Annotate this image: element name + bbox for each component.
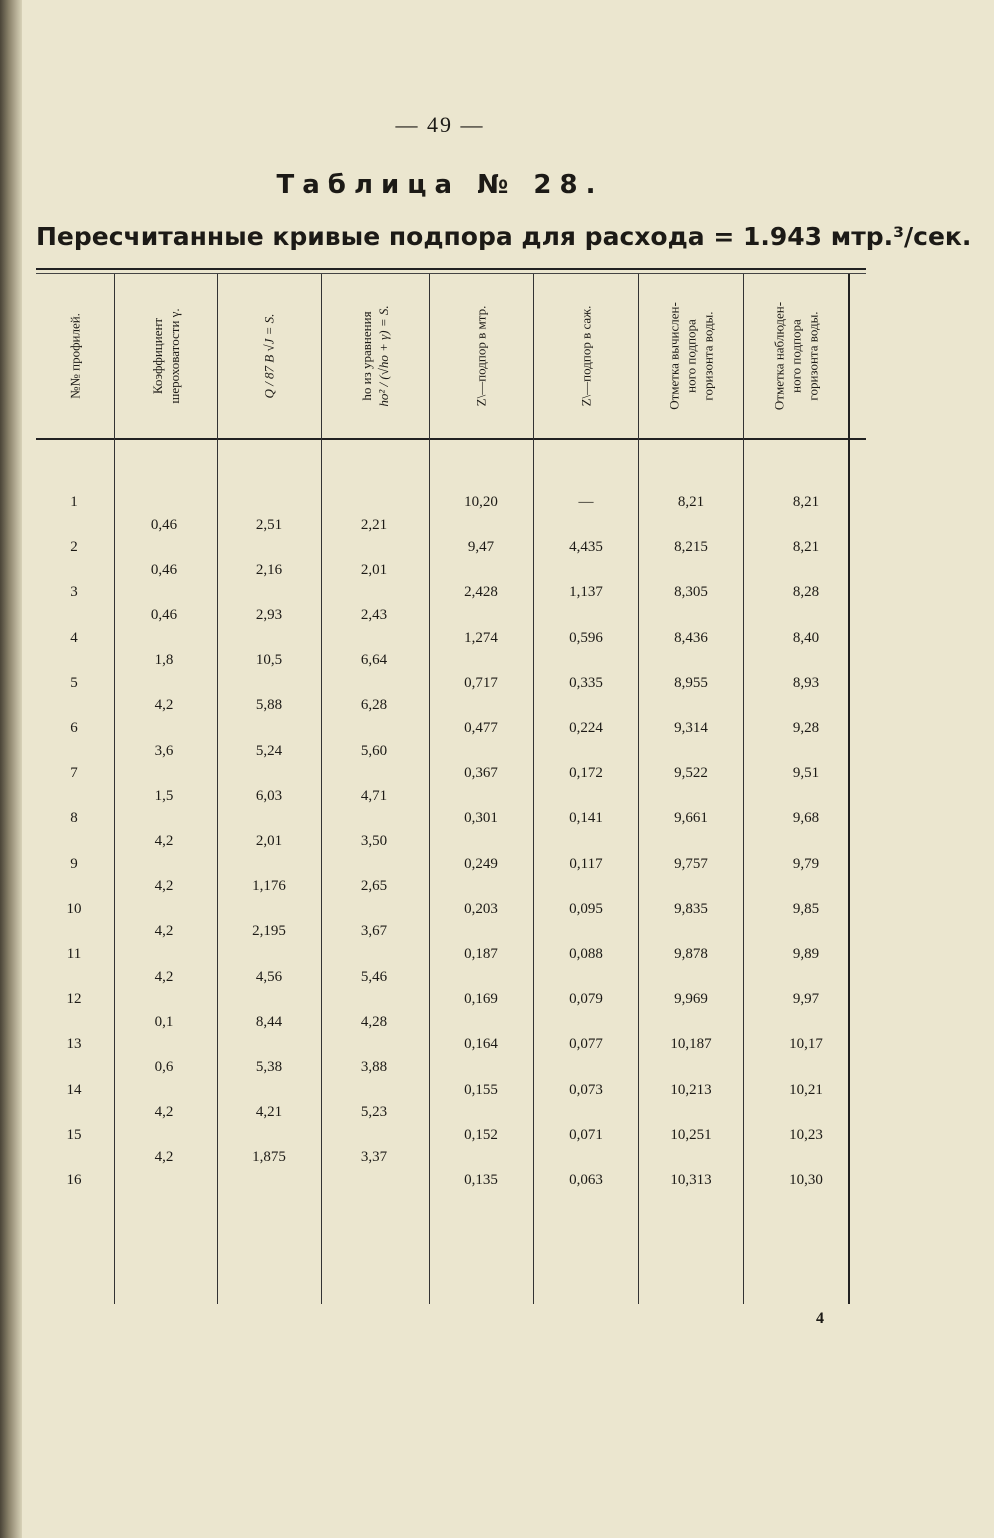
roughness-value: 3,6 <box>154 742 174 759</box>
backwater-sazh-value: 0,335 <box>569 674 603 691</box>
observed-level-value: 8,21 <box>792 494 820 510</box>
observed-level-value: 9,28 <box>792 720 820 736</box>
ho-value: 4,28 <box>360 1013 388 1030</box>
profile-number: 1 <box>70 494 78 510</box>
roughness-value: 0,46 <box>150 516 178 533</box>
calculated-level-value: 8,305 <box>674 584 708 601</box>
roughness-value: 0,46 <box>150 561 178 578</box>
s-value: 2,16 <box>255 561 283 578</box>
calculated-level-value: 10,313 <box>670 1172 712 1188</box>
observed-level-value: 10,23 <box>789 1126 823 1143</box>
header-roughness: Коэффициент шероховатости γ. <box>149 308 182 404</box>
backwater-sazh-value: 0,172 <box>569 765 603 782</box>
observed-level-value: 8,93 <box>792 674 820 691</box>
profile-number: 9 <box>70 855 78 872</box>
table-top-rule <box>36 268 866 270</box>
observed-level-value: 9,68 <box>792 810 820 827</box>
backwater-sazh-value: 0,079 <box>569 991 603 1008</box>
calculated-level-value: 9,878 <box>674 946 708 962</box>
header-backwater-sazh: Z\—подпор в саж. <box>578 305 593 407</box>
observed-level-value: 9,97 <box>792 991 820 1008</box>
header-profiles: №№ профилей. <box>67 313 83 399</box>
calculated-level-value: 10,213 <box>670 1081 712 1098</box>
calculated-level-value: 9,314 <box>674 720 708 736</box>
backwater-m-value: 0,152 <box>464 1126 498 1143</box>
backwater-m-value: 0,717 <box>464 674 498 691</box>
observed-level-value: 9,79 <box>792 855 820 872</box>
observed-level-value: 10,17 <box>789 1036 823 1053</box>
backwater-m-value: 0,155 <box>464 1081 498 1098</box>
backwater-m-value: 9,47 <box>467 539 495 556</box>
profile-number: 16 <box>66 1172 82 1188</box>
profile-number: 6 <box>70 720 78 736</box>
table-top-rule-thin <box>36 273 866 274</box>
book-spine-shadow <box>0 0 22 1538</box>
backwater-sazh-value: 0,073 <box>569 1081 603 1098</box>
backwater-sazh-value: 0,063 <box>569 1172 603 1188</box>
backwater-m-value: 1,274 <box>464 629 498 646</box>
s-value: 2,93 <box>255 607 283 623</box>
ho-value: 3,50 <box>360 833 388 849</box>
roughness-value: 4,2 <box>154 968 174 985</box>
header-ho-equation: ho из уравнения ho² / (√ho + γ) = S. <box>359 305 391 407</box>
backwater-sazh-value: 0,117 <box>569 855 603 872</box>
s-value: 1,176 <box>252 878 286 895</box>
roughness-value: 0,46 <box>150 607 178 623</box>
observed-level-value: 8,28 <box>792 584 820 601</box>
table-header-rule <box>36 438 866 440</box>
ho-value: 5,60 <box>360 742 388 759</box>
ho-value: 2,43 <box>360 607 388 623</box>
s-value: 5,88 <box>255 697 283 714</box>
calculated-level-value: 9,835 <box>674 900 708 917</box>
ho-value: 3,67 <box>360 923 388 940</box>
ho-value: 2,01 <box>360 561 388 578</box>
calculated-level-value: 10,187 <box>670 1036 712 1053</box>
signature-mark: 4 <box>816 1310 824 1327</box>
ho-value: 6,64 <box>360 652 388 669</box>
profile-number: 7 <box>70 765 78 782</box>
ho-value: 3,88 <box>360 1059 388 1075</box>
backwater-m-value: 0,135 <box>464 1172 498 1188</box>
backwater-m-value: 0,249 <box>464 855 498 872</box>
profile-number: 3 <box>70 584 78 601</box>
backwater-m-value: 0,477 <box>464 720 498 736</box>
calculated-level-value: 9,661 <box>674 810 708 827</box>
ho-value: 2,21 <box>360 516 388 533</box>
s-value: 2,01 <box>255 833 283 849</box>
ho-value: 5,23 <box>360 1104 388 1121</box>
header-backwater-m: Z\—подпор в мтр. <box>473 305 489 407</box>
profile-number: 15 <box>66 1126 82 1143</box>
calculated-level-value: 8,436 <box>674 629 708 646</box>
roughness-value: 4,2 <box>154 697 174 714</box>
profile-number: 14 <box>66 1081 82 1098</box>
s-value: 4,21 <box>255 1104 283 1121</box>
backwater-m-value: 0,301 <box>464 810 498 827</box>
calculated-level-value: 8,215 <box>674 539 708 556</box>
backwater-m-value: 0,187 <box>464 946 498 962</box>
s-value: 6,03 <box>255 787 283 804</box>
calculated-level-value: 10,251 <box>670 1126 712 1143</box>
header-calculated-level: Отметка вычислен- ного подпора горизонта воды. <box>666 302 715 410</box>
observed-level-value: 9,51 <box>792 765 820 782</box>
roughness-value: 0,6 <box>154 1059 174 1075</box>
profile-number: 2 <box>70 539 78 556</box>
table-subtitle: Пересчитанные кривые подпора для расхода = 1.943 мтр.³/сек. <box>36 222 972 251</box>
observed-level-value: 8,21 <box>792 539 820 556</box>
roughness-value: 1,5 <box>154 787 174 804</box>
profile-number: 12 <box>66 991 82 1008</box>
table-right-border <box>848 274 850 1304</box>
observed-level-value: 10,21 <box>789 1081 823 1098</box>
profile-number: 13 <box>66 1036 82 1053</box>
roughness-value: 4,2 <box>154 833 174 849</box>
header-observed-level: Отметка наблюден- ного подпора горизонта воды. <box>771 301 820 411</box>
backwater-m-value: 0,367 <box>464 765 498 782</box>
backwater-sazh-value: 0,224 <box>569 720 603 736</box>
profile-number: 11 <box>66 946 82 962</box>
calculated-level-value: 9,522 <box>674 765 708 782</box>
backwater-sazh-value: 0,141 <box>569 810 603 827</box>
ho-value: 5,46 <box>360 968 388 985</box>
backwater-m-value: 2,428 <box>464 584 498 601</box>
roughness-value: 0,1 <box>154 1013 174 1030</box>
profile-number: 8 <box>70 810 78 827</box>
s-value: 5,38 <box>255 1059 283 1075</box>
backwater-m-value: 0,169 <box>464 991 498 1008</box>
profile-number: 10 <box>66 900 82 917</box>
roughness-value: 4,2 <box>154 1149 174 1166</box>
backwater-sazh-value: — <box>578 494 594 510</box>
profile-number: 4 <box>70 629 78 646</box>
observed-level-value: 9,89 <box>792 946 820 962</box>
backwater-sazh-value: 0,596 <box>569 629 603 646</box>
header-s-formula: Q / 87 B √J = S. <box>261 313 277 399</box>
profile-number: 5 <box>70 674 78 691</box>
s-value: 5,24 <box>255 742 283 759</box>
calculated-level-value: 8,21 <box>677 494 705 510</box>
backwater-sazh-value: 0,071 <box>569 1126 603 1143</box>
roughness-value: 4,2 <box>154 878 174 895</box>
page-number: — 49 — <box>395 112 485 137</box>
ho-value: 6,28 <box>360 697 388 714</box>
ho-value: 2,65 <box>360 878 388 895</box>
observed-level-value: 9,85 <box>792 900 820 917</box>
ho-value: 4,71 <box>360 787 388 804</box>
backwater-m-value: 10,20 <box>464 494 498 510</box>
backwater-m-value: 0,203 <box>464 900 498 917</box>
calculated-level-value: 9,757 <box>674 855 708 872</box>
s-value: 10,5 <box>255 652 283 669</box>
s-value: 4,56 <box>255 968 283 985</box>
s-value: 1,875 <box>252 1149 286 1166</box>
roughness-value: 1,8 <box>154 652 174 669</box>
roughness-value: 4,2 <box>154 923 174 940</box>
s-value: 2,51 <box>255 516 283 533</box>
data-table <box>36 268 866 1308</box>
observed-level-value: 10,30 <box>789 1172 823 1188</box>
backwater-sazh-value: 0,088 <box>569 946 603 962</box>
s-value: 2,195 <box>252 923 286 940</box>
backwater-m-value: 0,164 <box>464 1036 498 1053</box>
backwater-sazh-value: 0,095 <box>569 900 603 917</box>
backwater-sazh-value: 0,077 <box>569 1036 603 1053</box>
calculated-level-value: 8,955 <box>674 674 708 691</box>
roughness-value: 4,2 <box>154 1104 174 1121</box>
backwater-sazh-value: 4,435 <box>569 539 603 556</box>
ho-value: 3,37 <box>360 1149 388 1166</box>
calculated-level-value: 9,969 <box>674 991 708 1008</box>
s-value: 8,44 <box>255 1013 283 1030</box>
backwater-sazh-value: 1,137 <box>569 584 603 601</box>
observed-level-value: 8,40 <box>792 629 820 646</box>
table-title: Таблица № 28. <box>276 170 604 200</box>
